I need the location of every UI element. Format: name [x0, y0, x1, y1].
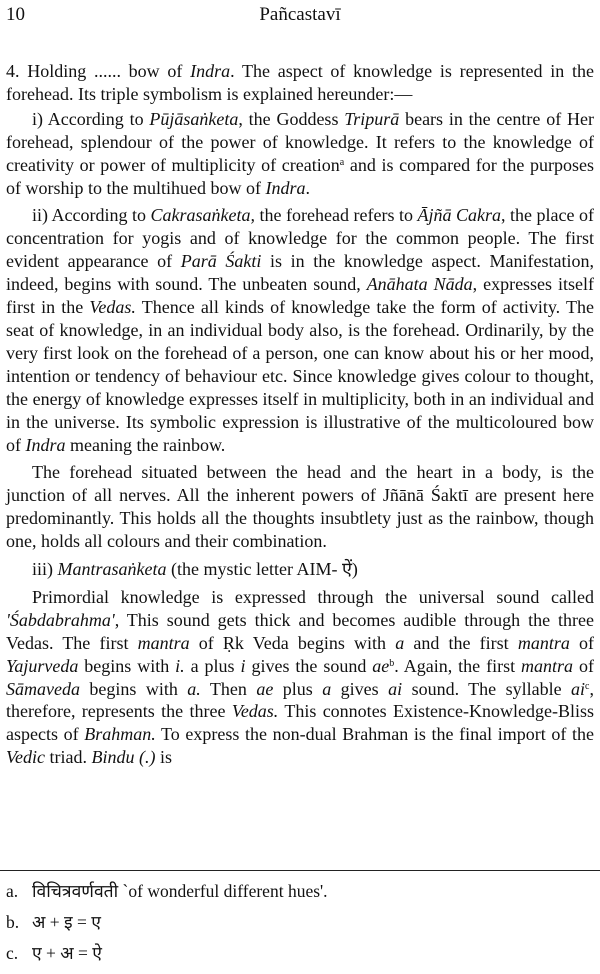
footnote-ref-c: c [585, 680, 590, 692]
paragraph-mantrasanketa: iii) Mantrasaṅketa (the mystic letter AIM- ऐं) [32, 559, 358, 580]
footnote-label: a. [6, 881, 19, 901]
footnote-ref-a: a [339, 156, 345, 168]
footnote-b [6, 907, 594, 938]
footnote-ref-b: b [389, 657, 395, 669]
footnote-label: b. [6, 912, 20, 932]
paragraph-pujasanketa: i) According to Pūjāsaṅketa, the Goddess Tripurā bears in the centre of Her forehead, splendour of the power of knowledge. It refers to the knowledge of creativity or power of multiplicity of creation$^a$ and is compared for the purposes of worship to the multihued bow of Indra. [6, 108, 594, 198]
footnote-text: विचित्रवर्णवती `of wonderful different hues'. [32, 881, 328, 901]
footnote-text: अ + इ = ए [32, 912, 101, 932]
paragraph-primordial: Primordial knowledge is expressed through the universal sound called 'Śabdabrahma', This sound gets thick and becomes audible through the three Vedas. The first mantra of Ṛk Veda begins with a and the first mantra of Yajurveda begins with i. a plus i gives the sound $ae^b$. Again, the first mantra of Sāmaveda begins with a. Then ae plus a gives ai sound. The syllable $ai^c$, therefore, represents the three Vedas. This connotes Existence-Knowledge-Bliss aspects of Brahman. To express the non-dual Brahman is the final import of the Vedic triad. Bindu (.) is [6, 586, 595, 768]
footnote-text: ए + अ = ऐ [32, 943, 102, 963]
main-text [6, 60, 594, 774]
footnote-a [6, 876, 594, 907]
paragraph-forehead: The forehead situated between the head and the heart in a body, is the junction of all nerves. All the inherent powers of Jñānā Śaktī are present here predominantly. This holds all the thoughts insubtlety just as the rainbow, though one, holds all colours and their combination. [6, 462, 594, 552]
page-number: 10 [6, 4, 25, 25]
paragraph-holding: 4. Holding ...... bow of Indra. The aspect of knowledge is represented in the forehead. Its triple symbolism is explained hereunder:— [6, 61, 594, 104]
footnote-c [6, 938, 594, 969]
page-header [6, 2, 594, 28]
footnote-divider [0, 870, 600, 871]
footnote-label: c. [6, 943, 19, 963]
footnotes [6, 876, 594, 969]
paragraph-cakrasanketa: ii) According to Cakrasaṅketa, the forehead refers to Ājñā Cakra, the place of concentration for yogis and of knowledge for the common people. The first evident appearance of Parā Śakti is in the knowledge aspect. Manifestation, indeed, begins with sound. The unbeaten sound, Anāhata Nāda, expresses itself first in the Vedas. Thence all kinds of knowledge take the form of activity. The seat of knowledge, in an individual body also, is the forehead. Ordinarily, by the very first look on the forehead of a person, one can know about his or her mood, intention or tendency of behaviour etc. Since knowledge gives colour to thought, the energy of knowledge expresses itself in multiplicity, both in an individual and in the universe. Its symbolic expression is illustrative of the multicoloured bow of Indra meaning the rainbow. [6, 205, 594, 455]
running-title: Pañcastavī [259, 4, 341, 25]
